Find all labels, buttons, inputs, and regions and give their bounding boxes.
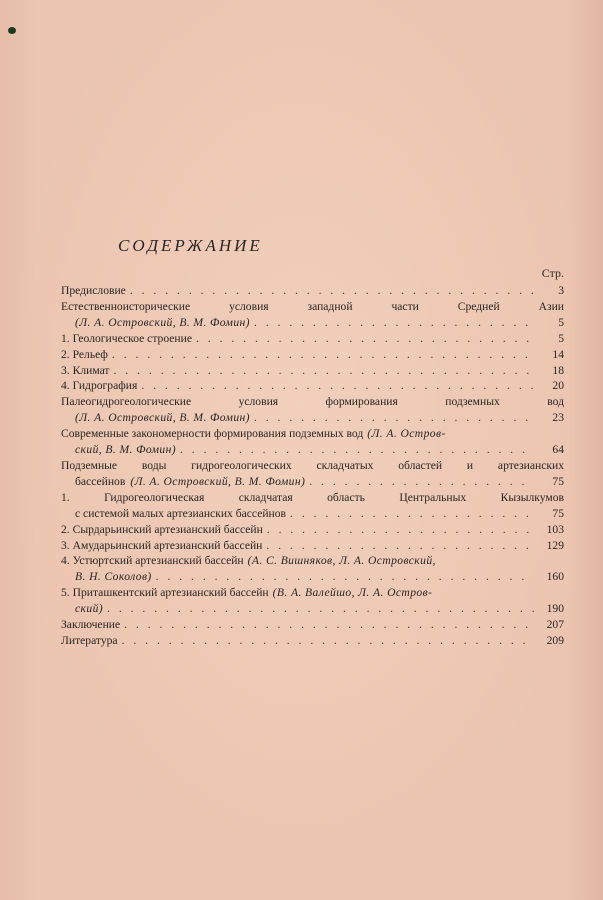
dot-leader — [141, 378, 534, 394]
toc-entry-page: 75 — [552, 474, 564, 488]
toc-entry-authors: (Л. А. Островский, В. М. Фомин) — [130, 474, 306, 488]
dot-leader — [114, 363, 535, 379]
toc-entry-title: 4. Гидрография — [61, 379, 138, 393]
toc-entry-page: 190 — [546, 602, 564, 616]
dot-leader — [107, 601, 534, 617]
toc-entry-section-2[interactable] — [61, 394, 564, 426]
toc-entry-section-3[interactable] — [61, 426, 564, 458]
toc-entry-section-4[interactable] — [61, 458, 564, 490]
dot-leader — [124, 617, 534, 633]
toc-entry-page: 75 — [552, 506, 564, 520]
toc-entry-title: 2. Рельеф — [61, 347, 108, 361]
toc-entry-authors: ский, В. М. Фомин) — [75, 443, 176, 457]
toc-entry-page: 14 — [552, 347, 564, 361]
toc-subentry-1-4[interactable] — [61, 378, 564, 394]
page-title: СОДЕРЖАНИЕ — [118, 236, 263, 255]
dot-leader — [112, 347, 534, 363]
toc-entry-page: 64 — [552, 443, 564, 457]
toc-entry-title: 3. Климат — [61, 363, 110, 377]
toc-entry-title: Современные закономерности формирования подземных вод — [61, 427, 364, 441]
page-column-header: Стр. — [541, 266, 564, 280]
toc-entry-page: 18 — [552, 363, 564, 377]
toc-entry-conclusion[interactable] — [61, 617, 564, 633]
toc-subentry-4-3[interactable] — [61, 538, 564, 554]
toc-entry-title: Заключение — [61, 618, 121, 632]
toc-entry-page: 5 — [558, 315, 564, 329]
toc-entry-page: 3 — [558, 284, 564, 297]
dot-leader — [196, 331, 534, 347]
dot-leader — [266, 538, 534, 554]
ink-spot — [8, 27, 16, 34]
toc-entry-page: 207 — [546, 618, 564, 632]
toc-entry-authors: ский) — [75, 602, 104, 616]
toc-entry-title: 2. Сырдарьинский артезианский бассейн — [61, 522, 263, 536]
toc-entry-section-1[interactable] — [61, 299, 564, 331]
toc-entry-page: 5 — [558, 331, 564, 345]
dot-leader — [290, 506, 534, 522]
toc-entry-title: 1. Гидрогеологическая складчатая область Центральных Кызылкумов — [61, 490, 564, 504]
toc-entry-authors: (Л. А. Островский, В. М. Фомин) — [75, 411, 250, 425]
toc-entry-authors: (В. А. Валейшо, Л. А. Остров- — [272, 586, 433, 600]
toc-entry-literature[interactable] — [61, 633, 564, 649]
toc-entry-title: Подземные воды гидрогеологических складчатых областей и артезианских — [61, 458, 564, 472]
toc-subentry-1-1[interactable] — [61, 331, 564, 347]
toc-subentry-1-3[interactable] — [61, 363, 564, 379]
toc-entry-authors: (Л. А. Островский, В. М. Фомин) — [75, 315, 250, 329]
dot-leader — [180, 442, 534, 458]
toc-entry-page: 209 — [546, 633, 564, 647]
toc-entry-preface[interactable] — [61, 283, 564, 299]
dot-leader — [254, 410, 534, 426]
toc-entry-page: 20 — [552, 379, 564, 393]
toc-entry-page: 23 — [552, 411, 564, 425]
toc-entry-title: с системой малых артезианских бассейнов — [75, 506, 287, 520]
toc-entry-title: Предисловие — [61, 284, 126, 297]
toc-entry-authors: (Л. А. Остров- — [367, 427, 446, 441]
dot-leader — [156, 569, 534, 585]
toc-entry-page: 160 — [546, 570, 564, 584]
toc-entry-title: 1. Геологическое строение — [61, 331, 192, 345]
dot-leader — [267, 522, 534, 538]
toc-entry-title: 4. Устюртский артезианский бассейн — [61, 554, 244, 568]
toc-entry-title: 5. Приташкентский артезианский бассейн — [61, 586, 269, 600]
toc-entry-page: 129 — [546, 538, 564, 552]
toc-entry-authors: В. Н. Соколов) — [75, 570, 152, 584]
toc-subentry-4-4[interactable] — [61, 553, 564, 585]
toc-subentry-4-1[interactable] — [61, 490, 564, 522]
toc-subentry-4-2[interactable] — [61, 522, 564, 538]
toc-entry-title: Естественноисторические условия западной части Средней Азии — [61, 299, 564, 313]
toc-entry-title: бассейнов — [75, 474, 126, 488]
toc-subentry-4-5[interactable] — [61, 585, 564, 617]
toc-subentry-1-2[interactable] — [61, 347, 564, 363]
dot-leader — [309, 474, 534, 490]
toc-entry-title: 3. Амударьинский артезианский бассейн — [61, 538, 263, 552]
table-of-contents — [61, 283, 564, 649]
toc-entry-title: Литература — [61, 633, 118, 647]
dot-leader — [122, 633, 534, 649]
toc-entry-authors: (А. С. Вишняков, Л. А. Островский, — [247, 554, 436, 568]
dot-leader — [130, 283, 534, 299]
dot-leader — [254, 315, 534, 331]
toc-entry-title: Палеогидрогеологические условия формирования подземных вод — [61, 395, 564, 409]
toc-entry-page: 103 — [546, 522, 564, 536]
